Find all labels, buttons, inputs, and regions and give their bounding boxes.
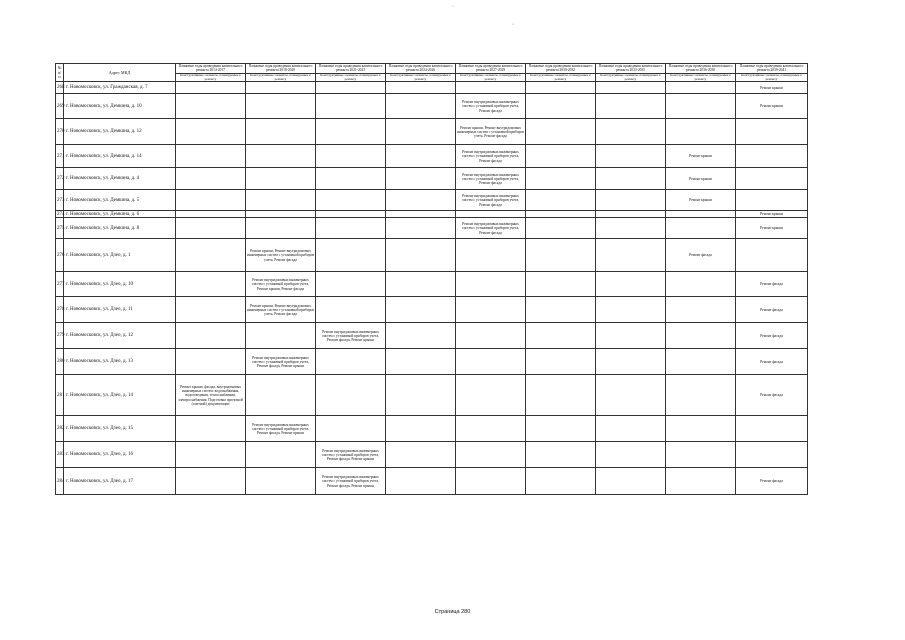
column-header-period: Плановые годы проведения капитального ремонта 2021-2023 (316, 64, 386, 74)
repair-works-cell (246, 375, 316, 416)
repair-works-cell (666, 375, 736, 416)
repair-works-cell (526, 190, 596, 211)
row-number: 279 (56, 323, 64, 349)
repair-works-cell (596, 239, 666, 272)
column-header-period: Плановые годы проведения капитального ремонта 2024-2026 (386, 64, 456, 74)
repair-works-cell: Ремонт крыши (666, 168, 736, 190)
repair-works-cell (526, 416, 596, 442)
table-row (56, 119, 808, 145)
repair-works-cell: Ремонт внутридомовых инженерных систем с установкой приборов учета, Ремонт крыши, Ремонт фасада (246, 272, 316, 297)
repair-works-cell (526, 82, 596, 94)
row-address: г. Новомосковск, ул. Дзео, д. 10 (64, 272, 176, 297)
repair-works-cell: Ремонт крыши, Ремонт внутридомовых инженерных систем с установкой приборов учета, Ремонт фасада (246, 297, 316, 323)
repair-works-cell (666, 442, 736, 468)
repair-schedule-table (55, 63, 808, 495)
column-subheader: Конструктивные элементы, планируемые к ремонту (456, 73, 526, 82)
repair-works-cell (246, 119, 316, 145)
row-address: г. Новомосковск, ул. Дзео, д. 16 (64, 442, 176, 468)
repair-works-cell (456, 272, 526, 297)
table-row (56, 218, 808, 239)
row-address: г. Новомосковск, ул. Гражданская, д. 7 (64, 82, 176, 94)
repair-works-cell (666, 272, 736, 297)
repair-works-cell (176, 211, 246, 218)
repair-works-cell (666, 468, 736, 495)
repair-works-cell (316, 272, 386, 297)
repair-works-cell (666, 323, 736, 349)
row-number: 278 (56, 297, 64, 323)
repair-works-cell (246, 323, 316, 349)
repair-works-cell (246, 145, 316, 168)
repair-works-cell: Ремонт крыши (736, 218, 808, 239)
repair-works-cell (596, 323, 666, 349)
repair-works-cell (736, 239, 808, 272)
table-row (56, 297, 808, 323)
table-row (56, 375, 808, 416)
row-number: 269 (56, 94, 64, 119)
repair-works-cell (176, 468, 246, 495)
table-row (56, 323, 808, 349)
repair-works-cell (316, 82, 386, 94)
column-header-period: Плановые годы проведения капитального ремонта 2036-2038 (666, 64, 736, 74)
repair-works-cell (526, 297, 596, 323)
repair-works-cell (316, 375, 386, 416)
row-number: 276 (56, 239, 64, 272)
repair-works-cell (596, 145, 666, 168)
repair-works-cell (736, 442, 808, 468)
repair-works-cell (596, 416, 666, 442)
repair-works-cell: Ремонт фасада (736, 349, 808, 375)
repair-works-cell: Ремонт внутридомовых инженерных систем с установкой приборов учета, Ремонт фасада (456, 218, 526, 239)
repair-works-cell (526, 323, 596, 349)
repair-works-cell (596, 375, 666, 416)
repair-works-cell (456, 416, 526, 442)
repair-works-cell (596, 190, 666, 211)
repair-works-cell (526, 211, 596, 218)
row-number: 283 (56, 442, 64, 468)
column-subheader: Конструктивные элементы, планируемые к ремонту (736, 73, 808, 82)
row-number: 274 (57, 211, 65, 217)
table-row (56, 82, 808, 94)
table-row (56, 211, 808, 218)
repair-works-cell (596, 349, 666, 375)
row-address: г. Новомосковск, ул. Демкина, д. 6 (64, 211, 176, 218)
repair-works-cell (246, 442, 316, 468)
repair-works-cell (176, 272, 246, 297)
repair-works-cell (176, 168, 246, 190)
column-subheader: Конструктивные элементы, планируемые к ремонту (386, 73, 456, 82)
row-number: 277 (56, 272, 64, 297)
repair-works-cell (176, 94, 246, 119)
row-number: 270 (56, 119, 64, 145)
repair-works-cell (596, 168, 666, 190)
repair-works-cell (456, 349, 526, 375)
repair-works-cell (526, 119, 596, 145)
repair-works-cell (526, 218, 596, 239)
row-address: г. Новомосковск, ул. Дзео, д. 13 (64, 349, 176, 375)
repair-works-cell: Ремонт крыши (666, 145, 736, 168)
column-header-number: № п/п (56, 64, 64, 82)
repair-works-cell (526, 168, 596, 190)
repair-works-cell (456, 239, 526, 272)
repair-works-cell: Ремонт внутридомовых инженерных систем с установкой приборов учета, Ремонт фасада (456, 94, 526, 119)
repair-works-cell (596, 442, 666, 468)
repair-works-cell: Ремонт внутридомовых инженерных систем с установкой приборов учета, Ремонт фасада, Ремонт крыши (246, 349, 316, 375)
repair-works-cell (176, 145, 246, 168)
repair-works-cell (316, 94, 386, 119)
repair-works-cell (386, 145, 456, 168)
row-address: г. Новомосковск, ул. Демкина, д. 10 (64, 94, 176, 119)
repair-works-cell (246, 218, 316, 239)
repair-works-cell (386, 416, 456, 442)
repair-works-cell (246, 82, 316, 94)
row-address: г. Новомосковск, ул. Демкина, д. 4 (64, 168, 176, 190)
row-address: г. Новомосковск, ул. Дзео, д. 14 (64, 375, 176, 416)
repair-works-cell (526, 375, 596, 416)
repair-works-cell: Ремонт фасада (736, 272, 808, 297)
repair-works-cell (386, 375, 456, 416)
repair-works-cell (736, 119, 808, 145)
repair-works-cell (526, 272, 596, 297)
repair-works-cell: Ремонт фасада (736, 297, 808, 323)
repair-works-cell (666, 416, 736, 442)
row-address: г. Новомосковск, ул. Демкина, д. 5 (64, 190, 176, 211)
repair-works-cell (526, 468, 596, 495)
repair-works-cell (246, 190, 316, 211)
row-address: г. Новомосковск, ул. Демкина, д. 8 (64, 218, 176, 239)
repair-works-cell: Ремонт фасада (736, 375, 808, 416)
repair-works-cell (666, 94, 736, 119)
row-number: 281 (56, 375, 64, 416)
repair-works-cell (596, 94, 666, 119)
repair-works-cell: Ремонт крыши, фасада, внутридомовых инженерных систем: водоснабжения, водоотведения, теплоснабжения, электроснабжения. Подготовка проектной (сметной) документации (176, 375, 246, 416)
column-header-period: Плановые годы проведения капитального ремонта 2014-2017 (176, 64, 246, 74)
column-header-period: Плановые годы проведения капитального ремонта 2030-2032 (526, 64, 596, 74)
page-number: Страница 280 (434, 609, 471, 615)
repair-works-cell (386, 297, 456, 323)
repair-works-cell (456, 442, 526, 468)
repair-works-cell (176, 239, 246, 272)
row-number: 275 (56, 218, 64, 239)
repair-works-cell: Ремонт фасада (736, 323, 808, 349)
row-number: 272 (56, 168, 64, 190)
repair-works-cell (736, 190, 808, 211)
repair-works-cell: Ремонт крыши, Ремонт внутридомовых инженерных систем с установкой приборов учета, Ремонт фасада (456, 119, 526, 145)
repair-works-cell (456, 82, 526, 94)
row-address: г. Новомосковск, ул. Демкина, д. 14 (64, 145, 176, 168)
repair-works-cell (176, 119, 246, 145)
repair-works-cell (666, 119, 736, 145)
scan-dot: · (512, 22, 514, 28)
repair-works-cell (176, 82, 246, 94)
repair-works-cell (596, 211, 666, 218)
repair-works-cell (386, 349, 456, 375)
row-number: 284 (56, 468, 64, 495)
repair-works-cell (666, 218, 736, 239)
repair-works-cell: Ремонт внутридомовых инженерных систем с установкой приборов учета, Ремонт фасада (456, 168, 526, 190)
row-address: г. Новомосковск, ул. Дзео, д. 11 (64, 297, 176, 323)
table-row (56, 416, 808, 442)
repair-works-cell (596, 218, 666, 239)
repair-works-cell: Ремонт внутридомовых инженерных систем с установкой приборов учета, Ремонт фасада, Ремонт крыши (316, 323, 386, 349)
repair-works-cell (316, 145, 386, 168)
header-row (56, 64, 808, 74)
row-number: 268 (56, 82, 64, 94)
repair-works-cell: Ремонт крыши, Ремонт внутридомовых инженерных систем с установкой приборов учета, Ремонт фасада (246, 239, 316, 272)
row-number: 282 (56, 416, 64, 442)
column-header-period: Плановые годы проведения капитального ремонта 2027-2029 (456, 64, 526, 74)
repair-works-cell: Ремонт внутридомовых инженерных систем с установкой приборов учета, Ремонт фасада (456, 190, 526, 211)
repair-works-cell (666, 211, 736, 218)
repair-works-cell (386, 239, 456, 272)
repair-works-cell (526, 442, 596, 468)
repair-works-cell (246, 168, 316, 190)
repair-works-cell (316, 349, 386, 375)
repair-works-cell: Ремонт крыши (666, 190, 736, 211)
repair-works-cell (596, 468, 666, 495)
repair-works-cell (456, 211, 526, 218)
repair-works-cell: Ремонт внутридомовых инженерных систем с установкой приборов учета, Ремонт фасада, Ремонт крыши (246, 416, 316, 442)
repair-works-cell: Ремонт крыши (736, 82, 808, 94)
table-body (56, 82, 808, 495)
repair-works-cell (176, 416, 246, 442)
repair-works-cell (736, 145, 808, 168)
column-header-period: Плановые годы проведения капитального ремонта 2033-2035 (596, 64, 666, 74)
repair-works-cell (176, 442, 246, 468)
repair-works-cell (386, 323, 456, 349)
repair-works-cell (176, 297, 246, 323)
table-row (56, 168, 808, 190)
repair-works-cell (386, 211, 456, 218)
repair-works-cell (176, 190, 246, 211)
column-subheader: Конструктивные элементы, планируемые к ремонту (176, 73, 246, 82)
row-number: 273 (56, 190, 64, 211)
table-row (56, 272, 808, 297)
row-number: 271 (56, 145, 64, 168)
column-subheader: Конструктивные элементы, планируемые к ремонту (596, 73, 666, 82)
repair-works-cell (386, 82, 456, 94)
repair-works-cell (176, 349, 246, 375)
repair-works-cell (456, 323, 526, 349)
repair-works-cell (526, 145, 596, 168)
column-subheader: Конструктивные элементы, планируемые к ремонту (246, 73, 316, 82)
repair-works-cell (316, 416, 386, 442)
repair-works-cell (526, 94, 596, 119)
repair-works-cell (666, 297, 736, 323)
repair-works-cell (666, 82, 736, 94)
repair-works-cell (456, 468, 526, 495)
repair-works-cell (386, 190, 456, 211)
column-subheader: Конструктивные элементы, планируемые к ремонту (316, 73, 386, 82)
repair-works-cell (596, 119, 666, 145)
repair-works-cell (246, 468, 316, 495)
repair-works-cell: Ремонт внутридомовых инженерных систем с установкой приборов учета, Ремонт фасада, Ремонт крыши (316, 468, 386, 495)
table-row (56, 349, 808, 375)
repair-works-cell (316, 119, 386, 145)
repair-works-cell (316, 218, 386, 239)
repair-works-cell (386, 119, 456, 145)
table-row (56, 239, 808, 272)
repair-works-cell (596, 272, 666, 297)
repair-works-cell (456, 375, 526, 416)
table-row (56, 442, 808, 468)
repair-works-cell: Ремонт внутридомовых инженерных систем с установкой приборов учета, Ремонт фасада, Ремонт крыши (316, 442, 386, 468)
repair-works-cell (456, 297, 526, 323)
scan-dot: · (452, 4, 454, 10)
row-address: г. Новомосковск, ул. Дзео, д. 12 (64, 323, 176, 349)
repair-works-cell (526, 239, 596, 272)
repair-works-cell (386, 468, 456, 495)
row-address: г. Новомосковск, ул. Дзео, д. 17 (64, 468, 176, 495)
repair-works-cell (316, 239, 386, 272)
column-subheader: Конструктивные элементы, планируемые к ремонту (526, 73, 596, 82)
column-subheader: Конструктивные элементы, планируемые к ремонту (666, 73, 736, 82)
repair-works-cell (316, 297, 386, 323)
repair-works-cell: Ремонт внутридомовых инженерных систем с установкой приборов учета, Ремонт фасада (456, 145, 526, 168)
repair-works-cell (736, 416, 808, 442)
repair-works-cell (596, 82, 666, 94)
table-row (56, 190, 808, 211)
repair-works-cell (316, 168, 386, 190)
column-header-period: Плановые годы проведения капитального ремонта 2018-2020 (246, 64, 316, 74)
table-row (56, 94, 808, 119)
repair-works-cell (386, 442, 456, 468)
repair-works-cell (246, 94, 316, 119)
repair-works-cell (386, 168, 456, 190)
repair-works-cell (176, 323, 246, 349)
repair-works-cell: Ремонт крыши (736, 211, 808, 218)
column-header-period: Плановые годы проведения капитального ремонта 2039-2041 (736, 64, 808, 74)
row-address: г. Новомосковск, ул. Дзео, д. 15 (64, 416, 176, 442)
repair-works-cell: Ремонт крыши (736, 94, 808, 119)
repair-works-cell (386, 272, 456, 297)
row-number: 280 (56, 349, 64, 375)
row-address: г. Новомосковск, ул. Дзео, д. 1 (64, 239, 176, 272)
repair-works-cell (316, 190, 386, 211)
column-header-address: Адрес МКД (64, 64, 176, 82)
repair-works-cell: Ремонт фасада (736, 468, 808, 495)
repair-works-cell (666, 349, 736, 375)
repair-works-cell (246, 211, 316, 218)
table-row (56, 468, 808, 495)
row-address: г. Новомосковск, ул. Демкина, д. 12 (64, 119, 176, 145)
table-row (56, 145, 808, 168)
repair-works-cell (176, 218, 246, 239)
repair-works-cell (386, 218, 456, 239)
repair-works-cell (596, 297, 666, 323)
repair-works-cell: Ремонт фасада (666, 239, 736, 272)
repair-works-cell (736, 168, 808, 190)
repair-works-cell (386, 94, 456, 119)
repair-works-cell (526, 349, 596, 375)
repair-works-cell (316, 211, 386, 218)
